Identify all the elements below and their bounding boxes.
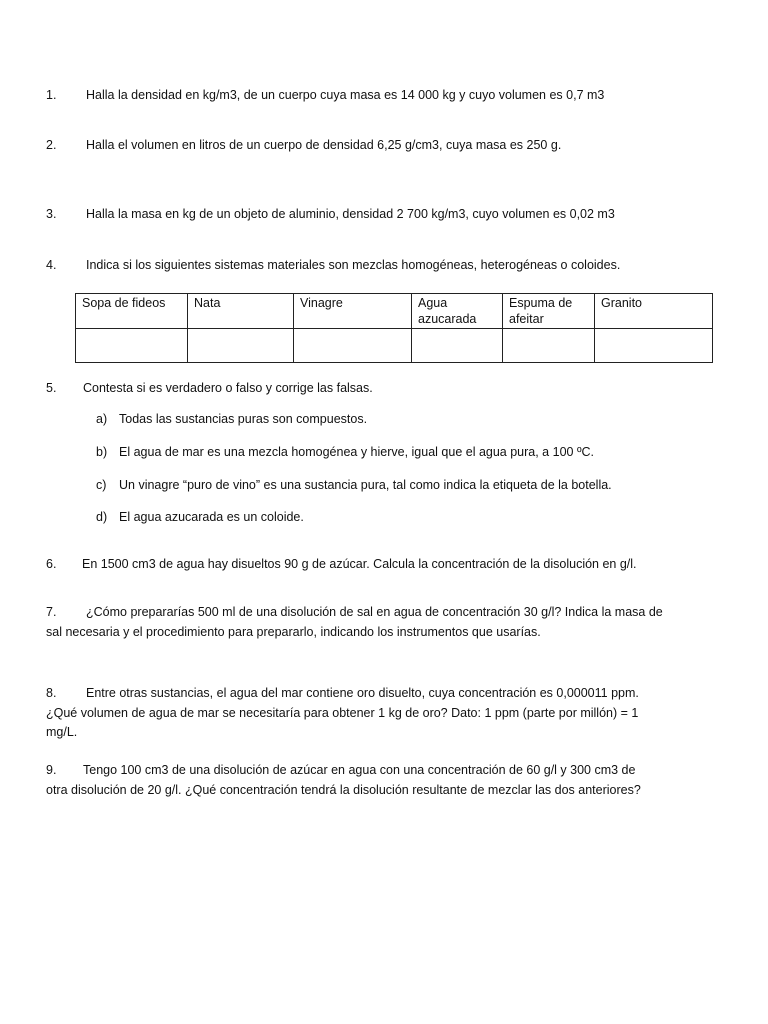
answer-cell[interactable] — [76, 329, 188, 363]
item-text: Todas las sustancias puras son compuestos. — [119, 412, 368, 426]
question-3-number: 3. — [46, 207, 57, 221]
table-header-cell: Agua azucarada — [412, 294, 503, 329]
answer-cell[interactable] — [503, 329, 595, 363]
question-1-text: Halla la densidad en kg/m3, de un cuerpo cuya masa es 14 000 kg y cuyo volumen es 0,7 m3 — [86, 88, 605, 102]
table-header-cell: Sopa de fideos — [76, 294, 188, 329]
question-8-text: Entre otras sustancias, el agua del mar contiene oro disuelto, cuya concentración es 0,000011 ppm. ¿Qué volumen de agua de mar se necesitaría para obtener 1 kg de oro? Dato: 1 ppm (parte por millón) = 1 mg/L. — [46, 686, 639, 739]
table-answer-row — [76, 329, 713, 363]
item-text: El agua de mar es una mezcla homogénea y hierve, igual que el agua pura, a 100 ºC. — [119, 445, 595, 459]
question-2-number: 2. — [46, 138, 57, 152]
answer-cell[interactable] — [188, 329, 294, 363]
question-6-number: 6. — [46, 557, 57, 571]
question-7 — [46, 603, 666, 642]
question-6-text: En 1500 cm3 de agua hay disueltos 90 g de azúcar. Calcula la concentración de la disolución en g/l. — [82, 557, 637, 571]
question-7-number: 7. — [46, 605, 57, 619]
question-4-number: 4. — [46, 258, 57, 272]
table-header-cell: Granito — [595, 294, 713, 329]
question-3-text: Halla la masa en kg de un objeto de aluminio, densidad 2 700 kg/m3, cuyo volumen es 0,02 m3 — [86, 207, 615, 221]
table-header-cell: Vinagre — [294, 294, 412, 329]
question-4-text: Indica si los siguientes sistemas materiales son mezclas homogéneas, heterogéneas o coloides. — [86, 258, 621, 272]
question-9-text: Tengo 100 cm3 de una disolución de azúcar en agua con una concentración de 60 g/l y 300 cm3 de otra disolución de 20 g/l. ¿Qué concentración tendrá la disolución resultante de mezclar las dos anteriores? — [46, 763, 641, 797]
table-header-row — [76, 294, 713, 329]
question-9-number: 9. — [46, 763, 57, 777]
answer-cell[interactable] — [294, 329, 412, 363]
item-letter: c) — [96, 478, 107, 492]
answer-cell[interactable] — [412, 329, 503, 363]
question-8 — [46, 684, 666, 743]
table-header-cell: Nata — [188, 294, 294, 329]
question-5-number: 5. — [46, 381, 57, 395]
item-letter: a) — [96, 412, 108, 426]
answer-cell[interactable] — [595, 329, 713, 363]
item-letter: b) — [96, 445, 108, 459]
table-header-cell: Espuma de afeitar — [503, 294, 595, 329]
item-letter: d) — [96, 510, 108, 524]
question-1-number: 1. — [46, 88, 57, 102]
item-text: El agua azucarada es un coloide. — [119, 510, 304, 524]
question-9 — [46, 761, 651, 800]
question-7-text: ¿Cómo prepararías 500 ml de una disolución de sal en agua de concentración 30 g/l? Indica la masa de sal necesaria y el procedimiento para prepararlo, indicando los instrumentos que usarías. — [46, 605, 663, 639]
mixtures-table — [75, 293, 713, 363]
question-8-number: 8. — [46, 686, 57, 700]
question-5-text: Contesta si es verdadero o falso y corrige las falsas. — [83, 381, 373, 395]
item-text: Un vinagre “puro de vino” es una sustancia pura, tal como indica la etiqueta de la botella. — [119, 478, 612, 492]
question-2-text: Halla el volumen en litros de un cuerpo de densidad 6,25 g/cm3, cuya masa es 250 g. — [86, 138, 562, 152]
